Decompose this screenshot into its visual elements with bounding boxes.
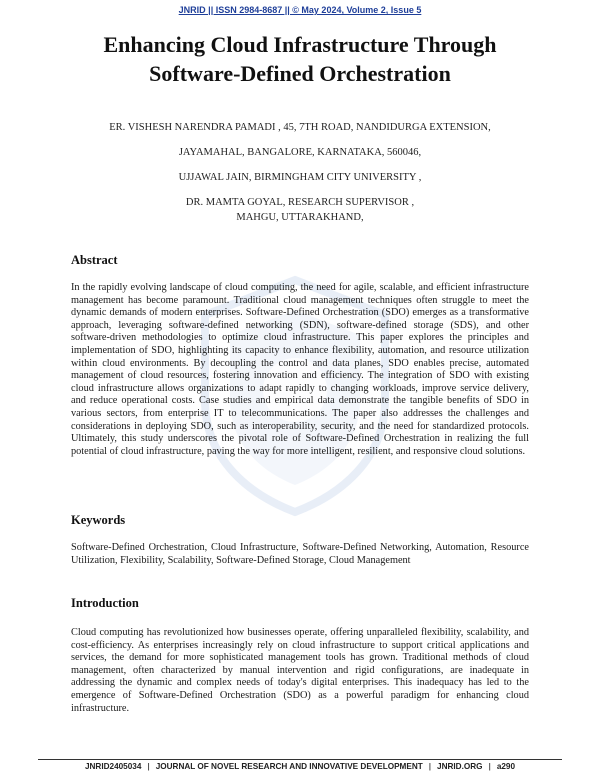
footer-paper-id: JNRID2405034 — [84, 762, 142, 771]
introduction-text: Cloud computing has revolutionized how businesses operate, offering unparalleled flexibility, scalability, and cost-efficiency. As enterprises increasingly rely on cloud infrastructure to support critical applications and services, the demand for more sophisticated management tools has grown. Traditional methods of cloud management, often characterized by manual intervention and rigid configurations, are inadequate in addressing the dynamic and complex needs of today's digital enterprises. This inadequacy has led to the emergence of Software-Defined Orchestration (SDO) as a powerful paradigm for enhancing cloud infrastructure. — [71, 627, 529, 714]
abstract-heading: Abstract — [71, 253, 118, 267]
keywords-heading: Keywords — [71, 513, 126, 527]
footer-journal-name: JOURNAL OF NOVEL RESEARCH AND INNOVATIVE DEVELOPMENT — [155, 762, 423, 771]
author3-line-2: MAHGU, UTTARAKHAND, — [236, 212, 364, 223]
title-line-1: Enhancing Cloud Infrastructure Through — [103, 32, 497, 57]
journal-header[interactable]: JNRID || ISSN 2984-8687 || © May 2024, Volume 2, Issue 5 — [178, 5, 422, 15]
paper-title — [40, 30, 560, 88]
keywords-text: Software-Defined Orchestration, Cloud Infrastructure, Software-Defined Networking, Automation, Resource Utilization, Flexibility, Scalability, Software-Defined Storage, Cloud Management — [71, 542, 529, 566]
author-block — [40, 120, 560, 225]
footer-page-number: a290 — [496, 762, 516, 771]
author3-line-1: DR. MAMTA GOYAL, RESEARCH SUPERVISOR , — [185, 197, 415, 208]
author2-line-1: UJJAWAL JAIN, BIRMINGHAM CITY UNIVERSITY , — [178, 172, 422, 183]
abstract-text: In the rapidly evolving landscape of cloud computing, the need for agile, scalable, and efficient infrastructure management has become paramount. Traditional cloud management techniques often struggle to meet the dynamic demands of modern enterprises. Software-Defined Orchestration (SDO) emerges as a transformative approach, leveraging software-defined networking (SDN), software-defined storage (SDS), and other software-driven methodologies to optimize cloud infrastructure. This paper explores the principles and implementation of SDO, highlighting its capacity to enhance flexibility, automation, and resource utilization within cloud environments. By decoupling the control and data planes, SDO enables precise, automated management of cloud resources, fostering innovation and efficiency. The integration of SDO with existing cloud infrastructure allows organizations to adapt rapidly to changing workloads, improve service delivery, and reduce operational costs. Case studies and empirical data demonstrate the tangible benefits of SDO in various sectors, from enterprise IT to telecommunications. The paper also addresses the challenges and considerations in deploying SDO, such as interoperability, security, and the need for standardized protocols. Ultimately, this study underscores the pivotal role of Software-Defined Orchestration in realizing the full potential of cloud infrastructure, paving the way for more intelligent, resilient, and responsive cloud solutions. — [71, 282, 529, 457]
footer-website-link[interactable]: JNRID.ORG — [437, 762, 483, 771]
title-line-2: Software-Defined Orchestration — [149, 61, 451, 86]
introduction-heading: Introduction — [71, 596, 139, 610]
page-footer: JNRID2405034 | JOURNAL OF NOVEL RESEARCH AND INNOVATIVE DEVELOPMENT | JNRID.ORG | a290 — [38, 759, 562, 773]
author1-line-1: ER. VISHESH NARENDRA PAMADI , 45, 7TH ROAD, NANDIDURGA EXTENSION, — [109, 122, 491, 133]
author1-line-2: JAYAMAHAL, BANGALORE, KARNATAKA, 560046, — [178, 147, 422, 158]
